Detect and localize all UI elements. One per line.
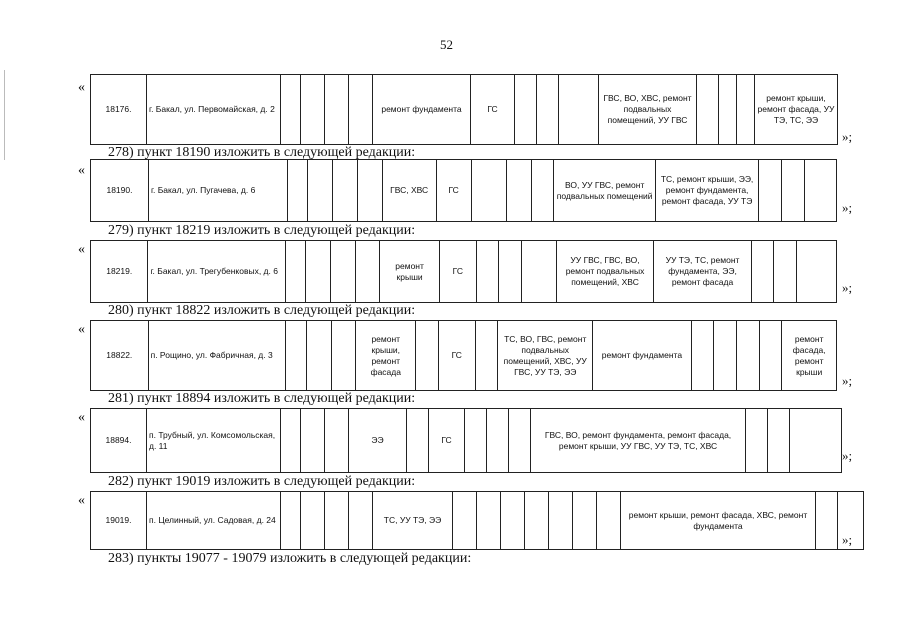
- empty-cell: [714, 321, 737, 391]
- empty-cell: [355, 241, 380, 303]
- empty-cell: [774, 241, 797, 303]
- gs-cell: ГС: [439, 241, 476, 303]
- quote-open: «: [78, 163, 85, 178]
- empty-cell: [301, 409, 325, 473]
- record-table-19019: [90, 491, 864, 550]
- page-number: 52: [440, 37, 453, 52]
- record-address: п. Целинный, ул. Садовая, д. 24: [147, 492, 281, 550]
- empty-cell: [597, 492, 621, 550]
- empty-cell: [487, 409, 509, 473]
- quote-open: «: [78, 242, 85, 257]
- empty-cell: [515, 75, 537, 145]
- empty-cell: [281, 409, 301, 473]
- table-row: [91, 160, 837, 222]
- quote-open: «: [78, 493, 85, 508]
- section-heading: 279) пункт 18219 изложить в следующей редакции:: [108, 223, 416, 238]
- section-heading: 280) пункт 18822 изложить в следующей редакции:: [108, 303, 416, 318]
- empty-cell: [325, 75, 349, 145]
- empty-cell: [737, 321, 760, 391]
- work-cell-3: ремонт крыши, ремонт фасада, УУ ТЭ, ТС, ЭЭ: [755, 75, 838, 145]
- empty-cell: [691, 321, 714, 391]
- empty-cell: [331, 321, 356, 391]
- quote-open: «: [78, 410, 85, 425]
- table-row: [91, 241, 837, 303]
- empty-cell: [509, 409, 531, 473]
- record-table-18219: [90, 240, 837, 303]
- empty-cell: [804, 160, 836, 222]
- quote-close: »;: [842, 200, 853, 215]
- table-row: [91, 409, 842, 473]
- empty-cell: [325, 409, 349, 473]
- work-cell-2: УУ ГВС, ГВС, ВО, ремонт подвальных помещений, ХВС: [556, 241, 653, 303]
- quote-open: «: [78, 80, 85, 95]
- empty-cell: [746, 409, 768, 473]
- empty-cell: [281, 75, 301, 145]
- record-table-18822: [90, 320, 837, 391]
- empty-cell: [521, 241, 556, 303]
- record-number: 19019.: [91, 492, 147, 550]
- work-cell-2: ГВС, ВО, ремонт фундамента, ремонт фасада, ремонт крыши, УУ ГВС, УУ ТЭ, ТС, ХВС: [531, 409, 746, 473]
- quote-close: »;: [842, 532, 853, 547]
- empty-cell: [475, 321, 498, 391]
- empty-cell: [737, 75, 755, 145]
- work-cell-3: УУ ТЭ, ТС, ремонт фундамента, ЭЭ, ремонт фасада: [654, 241, 751, 303]
- work-cell-1: ГВС, ХВС: [382, 160, 436, 222]
- empty-cell: [768, 409, 790, 473]
- empty-cell: [287, 160, 308, 222]
- empty-cell: [477, 492, 501, 550]
- empty-cell: [790, 409, 842, 473]
- empty-cell: [525, 492, 549, 550]
- empty-cell: [751, 241, 774, 303]
- record-address: г. Бакал, ул. Пугачева, д. 6: [148, 160, 287, 222]
- empty-cell: [307, 321, 332, 391]
- record-number: 18894.: [91, 409, 147, 473]
- record-number: 18822.: [91, 321, 149, 391]
- record-number: 18190.: [91, 160, 149, 222]
- table-row: [91, 321, 837, 391]
- empty-cell: [719, 75, 737, 145]
- empty-cell: [782, 160, 805, 222]
- empty-cell: [796, 241, 836, 303]
- empty-cell: [573, 492, 597, 550]
- record-address: г. Бакал, ул. Первомайская, д. 2: [147, 75, 281, 145]
- work-cell-3: ремонт фундамента: [593, 321, 692, 391]
- work-cell-1: ремонт крыши, ремонт фасада: [356, 321, 416, 391]
- quote-close: »;: [842, 448, 853, 463]
- work-cell-2: ремонт крыши, ремонт фасада, ХВС, ремонт фундамента: [621, 492, 816, 550]
- work-cell-2: ГВС, ВО, ХВС, ремонт подвальных помещений, УУ ГВС: [599, 75, 697, 145]
- gs-cell: ГС: [436, 160, 471, 222]
- empty-cell: [281, 492, 301, 550]
- record-table-18190: [90, 159, 837, 222]
- empty-cell: [476, 241, 499, 303]
- empty-cell: [306, 241, 331, 303]
- empty-cell: [816, 492, 838, 550]
- work-cell-2: ВО, УУ ГВС, ремонт подвальных помещений: [554, 160, 655, 222]
- work-cell-1: ремонт фундамента: [373, 75, 471, 145]
- empty-cell: [759, 160, 782, 222]
- empty-cell: [506, 160, 531, 222]
- empty-cell: [759, 321, 782, 391]
- record-address: г. Бакал, ул. Трегубенковых, д. 6: [148, 241, 286, 303]
- empty-cell: [301, 492, 325, 550]
- empty-cell: [407, 409, 429, 473]
- empty-cell: [301, 75, 325, 145]
- empty-cell: [697, 75, 719, 145]
- record-table-18176: [90, 74, 838, 145]
- quote-close: »;: [842, 373, 853, 388]
- record-number: 18219.: [91, 241, 148, 303]
- work-cell-1: ТС, УУ ТЭ, ЭЭ: [373, 492, 453, 550]
- section-heading: 278) пункт 18190 изложить в следующей редакции:: [108, 145, 416, 160]
- empty-cell: [559, 75, 599, 145]
- empty-cell: [333, 160, 358, 222]
- section-heading: 281) пункт 18894 изложить в следующей редакции:: [108, 391, 416, 406]
- quote-close: »;: [842, 280, 853, 295]
- quote-open: «: [78, 322, 85, 337]
- empty-cell: [453, 492, 477, 550]
- empty-cell: [308, 160, 333, 222]
- record-address: п. Рощино, ул. Фабричная, д. 3: [148, 321, 286, 391]
- margin-mark: [4, 70, 5, 160]
- empty-cell: [349, 492, 373, 550]
- empty-cell: [537, 75, 559, 145]
- gs-cell: ГС: [471, 75, 515, 145]
- empty-cell: [465, 409, 487, 473]
- empty-cell: [549, 492, 573, 550]
- empty-cell: [349, 75, 373, 145]
- empty-cell: [325, 492, 349, 550]
- gs-cell: ГС: [429, 409, 465, 473]
- table-row: [91, 75, 838, 145]
- work-cell-1: ЭЭ: [349, 409, 407, 473]
- empty-cell: [285, 241, 306, 303]
- empty-cell: [499, 241, 522, 303]
- empty-cell: [286, 321, 307, 391]
- work-cell-3: ТС, ремонт крыши, ЭЭ, ремонт фундамента, ремонт фасада, УУ ТЭ: [655, 160, 758, 222]
- quote-close: »;: [842, 129, 853, 144]
- section-heading: 283) пункты 19077 - 19079 изложить в следующей редакции:: [108, 551, 472, 566]
- work-cell-2: ТС, ВО, ГВС, ремонт подвальных помещений, ХВС, УУ ГВС, УУ ТЭ, ЭЭ: [498, 321, 593, 391]
- work-cell-4: ремонт фасада, ремонт крыши: [782, 321, 837, 391]
- empty-cell: [357, 160, 382, 222]
- empty-cell: [531, 160, 554, 222]
- empty-cell: [416, 321, 439, 391]
- empty-cell: [471, 160, 506, 222]
- record-address: п. Трубный, ул. Комсомольская, д. 11: [147, 409, 281, 473]
- table-row: [91, 492, 864, 550]
- empty-cell: [331, 241, 356, 303]
- section-heading: 282) пункт 19019 изложить в следующей редакции:: [108, 474, 416, 489]
- record-table-18894: [90, 408, 842, 473]
- work-cell-1: ремонт крыши: [380, 241, 440, 303]
- gs-cell: ГС: [438, 321, 475, 391]
- record-number: 18176.: [91, 75, 147, 145]
- empty-cell: [501, 492, 525, 550]
